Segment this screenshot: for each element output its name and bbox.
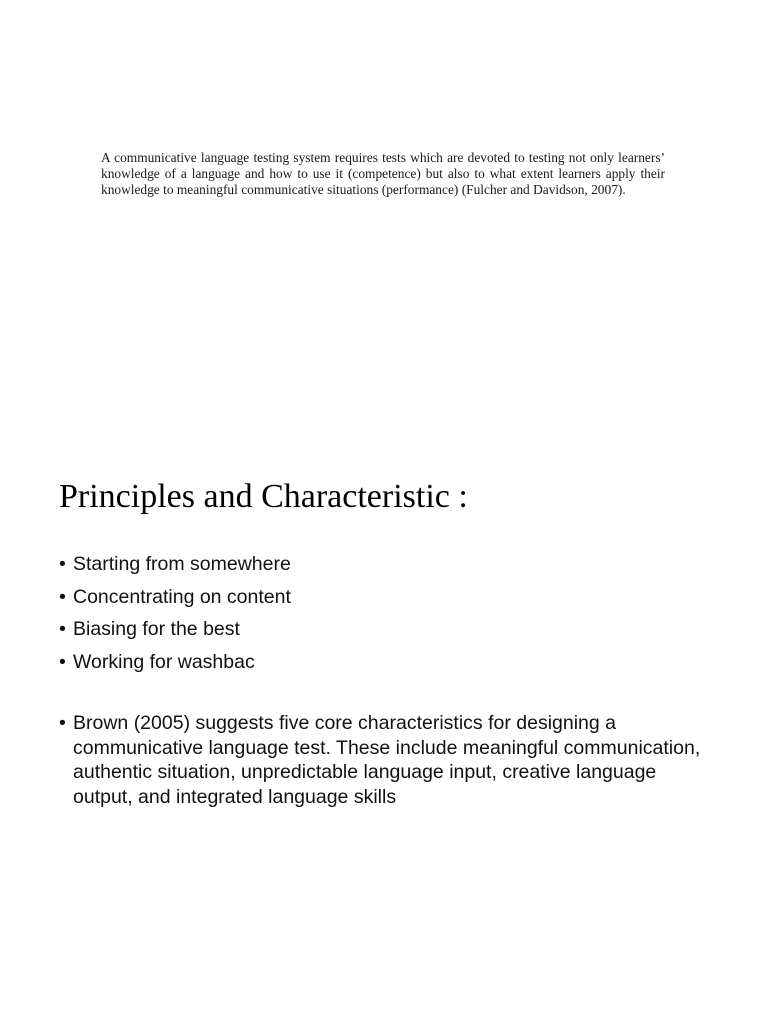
bullet-icon: • <box>59 650 66 673</box>
bullet-icon: • <box>59 585 66 608</box>
quote-paragraph: A communicative language testing system requires tests which are devoted to testing not only learners’ knowledge of a language and how to use it (competence) but also to what extent learners apply their knowledge to meaningful communicative situations (performance) (Fulcher and Davidson, 2007). <box>101 150 665 197</box>
principle-text: Biasing for the best <box>73 618 240 640</box>
characteristics-list <box>59 711 709 809</box>
principle-text: Concentrating on content <box>73 585 291 608</box>
bullet-icon: • <box>59 553 66 575</box>
principle-item <box>59 548 719 581</box>
principle-text: Working for washbac <box>73 650 255 673</box>
principle-item <box>59 581 719 614</box>
principle-item <box>59 613 719 646</box>
principles-list <box>59 548 719 678</box>
slide-heading: Principles and Characteristic : <box>59 478 468 515</box>
principle-text: Starting from somewhere <box>73 553 291 575</box>
bullet-icon: • <box>59 712 66 734</box>
bullet-icon: • <box>59 618 66 640</box>
characteristics-text: Brown (2005) suggests five core characteristics for designing a communicative language test. These include meaningful communication, authentic situation, unpredictable language input, creative language output, and integrated language skills <box>73 712 701 808</box>
principle-item <box>59 646 719 679</box>
characteristics-item <box>59 711 709 809</box>
